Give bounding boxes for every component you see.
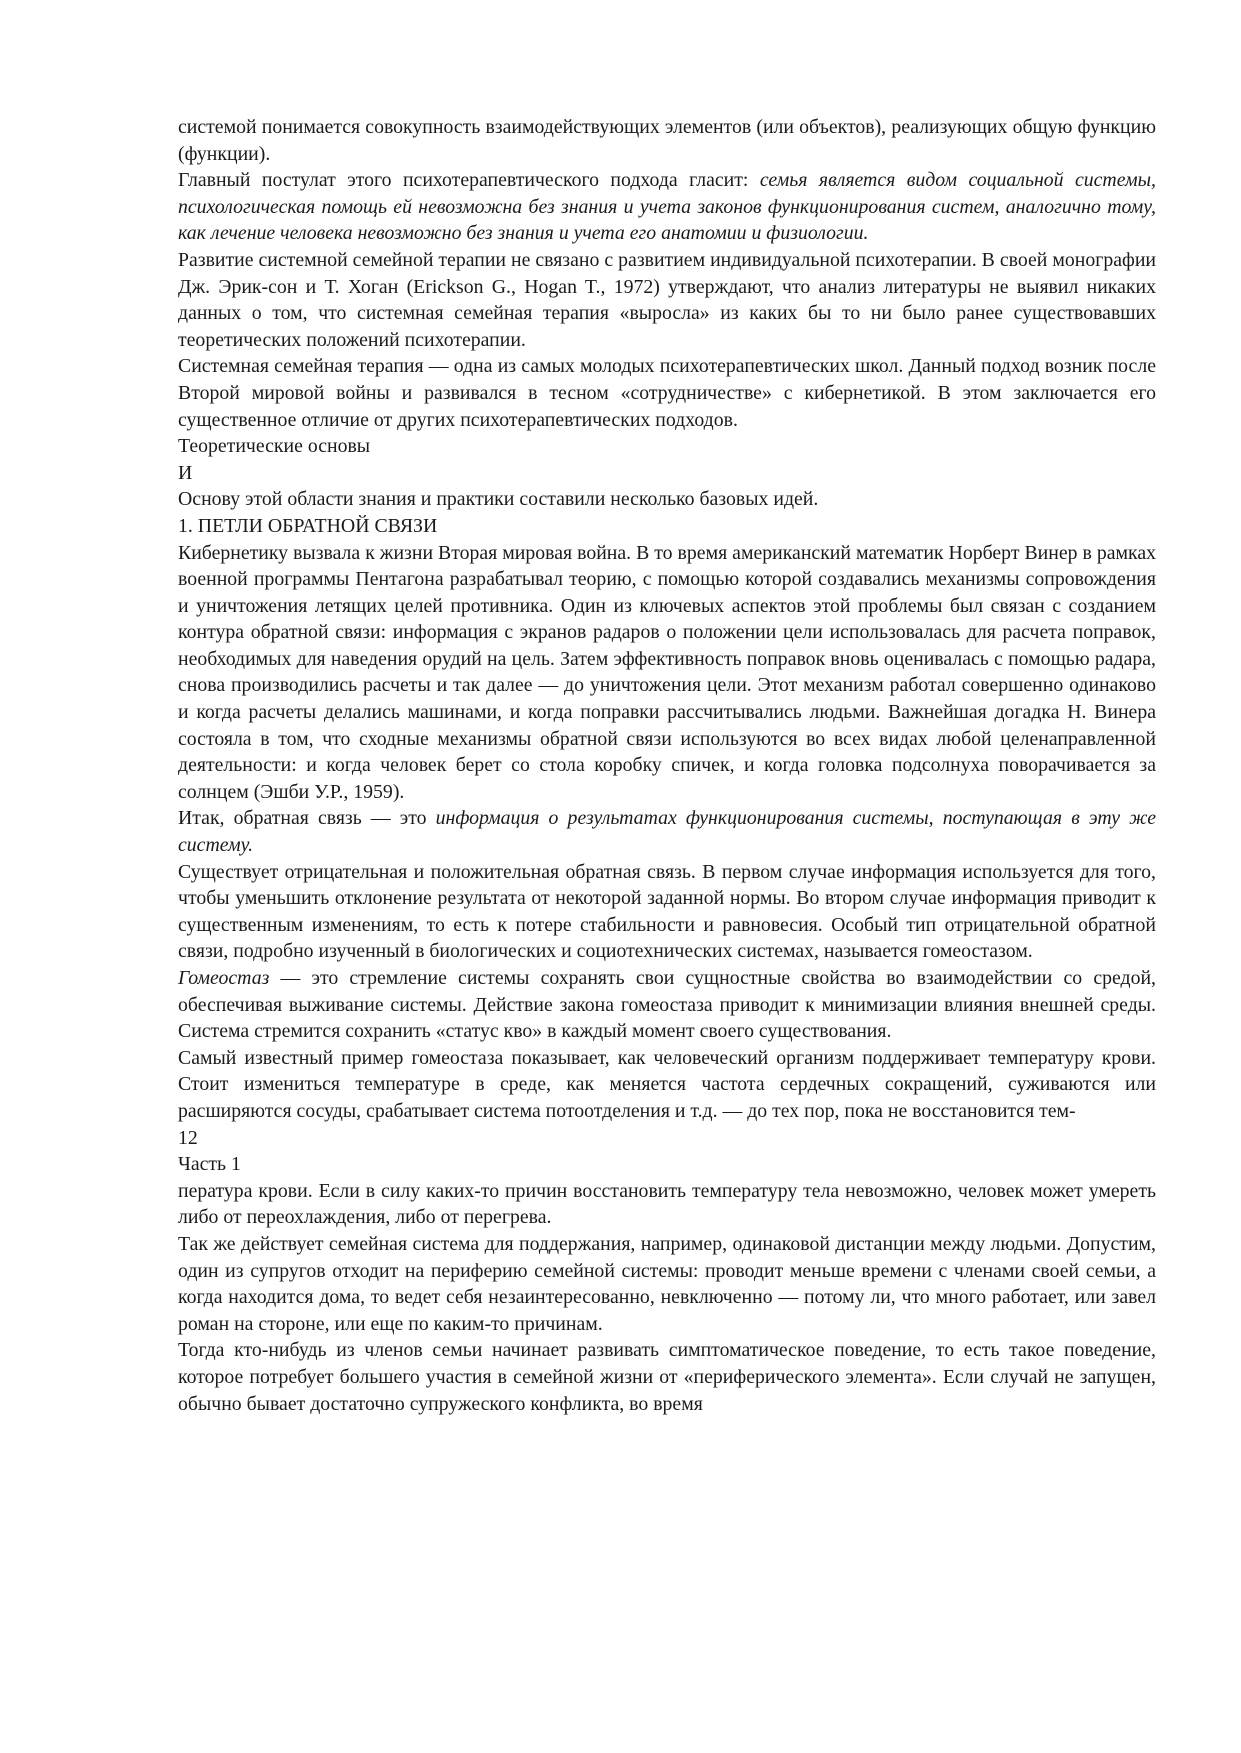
document-page [178, 114, 1156, 1417]
paragraph: Самый известный пример гомеостаза показывает, как человеческий организм поддерживает температуру крови. Стоит измениться температуре в среде, как меняется частота сердечных сокращений, суживаются или расширяются сосуды, срабатывает система потоотделения и т.д. — до тех пор, пока не восстановится тем- [178, 1046, 1156, 1122]
paragraph: Кибернетику вызвала к жизни Вторая мировая война. В то время американский математик Норберт Винер в рамках военной программы Пентагона разрабатывал теорию, с помощью которой создавались механизмы сопровождения и уничтожения летящих целей противника. Один из ключевых аспектов этой проблемы был связан с созданием контура обратной связи: информация с экранов радаров о положении цели использовалась для расчета поправок, необходимых для наведения орудий на цель. Затем эффективность поправок вновь оценивалась с помощью радара, снова производились расчеты и так далее — до уничтожения цели. Этот механизм работал совершенно одинаково и когда расчеты делались машинами, и когда поправки рассчитывались людьми. Важнейшая догадка Н. Винера состояла в том, что сходные механизмы обратной связи используются во всех видах любой целенаправленной деятельности: и когда человек берет со стола коробку спичек, и когда головка подсолнуха поворачивается за солнцем (Эшби У.Р., 1959). [178, 541, 1156, 803]
paragraph-rest: — это стремление системы сохранять свои сущностные свойства во взаимодействии со средой, обеспечивая выживание системы. Действие закона гомеостаза приводит к минимизации влияния внешней среды. Система стремится сохранить «статус кво» в каждый момент своего существования. [178, 967, 1156, 1043]
paragraph-lead: Итак, обратная связь — это [178, 807, 436, 830]
paragraph: системой понимается совокупность взаимодействующих элементов (или объектов), реализующих общую функцию (функции). [178, 116, 1156, 165]
paragraph: пература крови. Если в силу каких-то причин восстановить температуру тела невозможно, человек может умереть либо от переохлаждения, либо от перегрева. [178, 1179, 1156, 1229]
paragraph [178, 167, 1156, 247]
paragraph: Тогда кто-нибудь из членов семьи начинает развивать симптоматическое поведение, то есть такое поведение, которое потребует большего участия в семейной жизни от «периферического элемента». Если случай не запущен, обычно бывает достаточно супружеского конфликта, во время [178, 1339, 1156, 1415]
page-number: 12 [178, 1126, 198, 1149]
paragraph: Существует отрицательная и положительная обратная связь. В первом случае информация используется для того, чтобы уменьшить отклонение результата от некоторой заданной нормы. Во втором случае информация приводит к существенным изменениям, то есть к потере стабильности и равновесия. Особый тип отрицательной обратной связи, подробно изученный в биологических и социотехнических системах, называется гомеостазом. [178, 860, 1156, 963]
section-heading: Теоретические основы [178, 435, 371, 458]
emphasis-text: информация о результатах функционирования системы, поступающая в эту же систему. [178, 807, 1157, 857]
emphasis-text: семья является видом социальной системы, психологическая помощь ей невозможна без знания и учета законов функционирования систем, аналогично тому, как лечение человека невозможно без знания и учета его анатомии и физиологии. [178, 169, 1156, 245]
paragraph: Основу этой области знания и практики составили несколько базовых идей. [178, 488, 819, 511]
subsection-heading: 1. ПЕТЛИ ОБРАТНОЙ СВЯЗИ [178, 514, 438, 537]
stray-letter: И [178, 461, 193, 484]
paragraph-lead: Главный постулат этого психотерапевтического подхода гласит: [178, 169, 760, 192]
paragraph [178, 805, 1156, 858]
running-header: Часть 1 [178, 1153, 241, 1176]
paragraph: Развитие системной семейной терапии не связано с развитием индивидуальной психотерапии. В своей монографии Дж. Эрик-сон и Т. Хоган (Erickson G., Hogan T., 1972) утверждают, что анализ литературы не выявил никаких данных о том, что системная семейная терапия «выросла» из каких бы то ни было ранее существовавших теоретических положений психотерапии. [178, 248, 1156, 351]
paragraph: Системная семейная терапия — одна из самых молодых психотерапевтических школ. Данный подход возник после Второй мировой войны и развивался в тесном «сотрудничестве» с кибернетикой. В этом заключается его существенное отличие от других психотерапевтических подходов. [178, 355, 1156, 431]
emphasis-term: Гомеостаз [178, 967, 270, 989]
paragraph: Так же действует семейная система для поддержания, например, одинаковой дистанции между людьми. Допустим, один из супругов отходит на периферию семейной системы: проводит меньше времени с членами своей семьи, а когда находится дома, то ведет себя незаинтересованно, невключенно — потому ли, что много работает, или завел роман на стороне, или еще по каким-то причинам. [178, 1232, 1156, 1335]
paragraph [178, 965, 1156, 1045]
